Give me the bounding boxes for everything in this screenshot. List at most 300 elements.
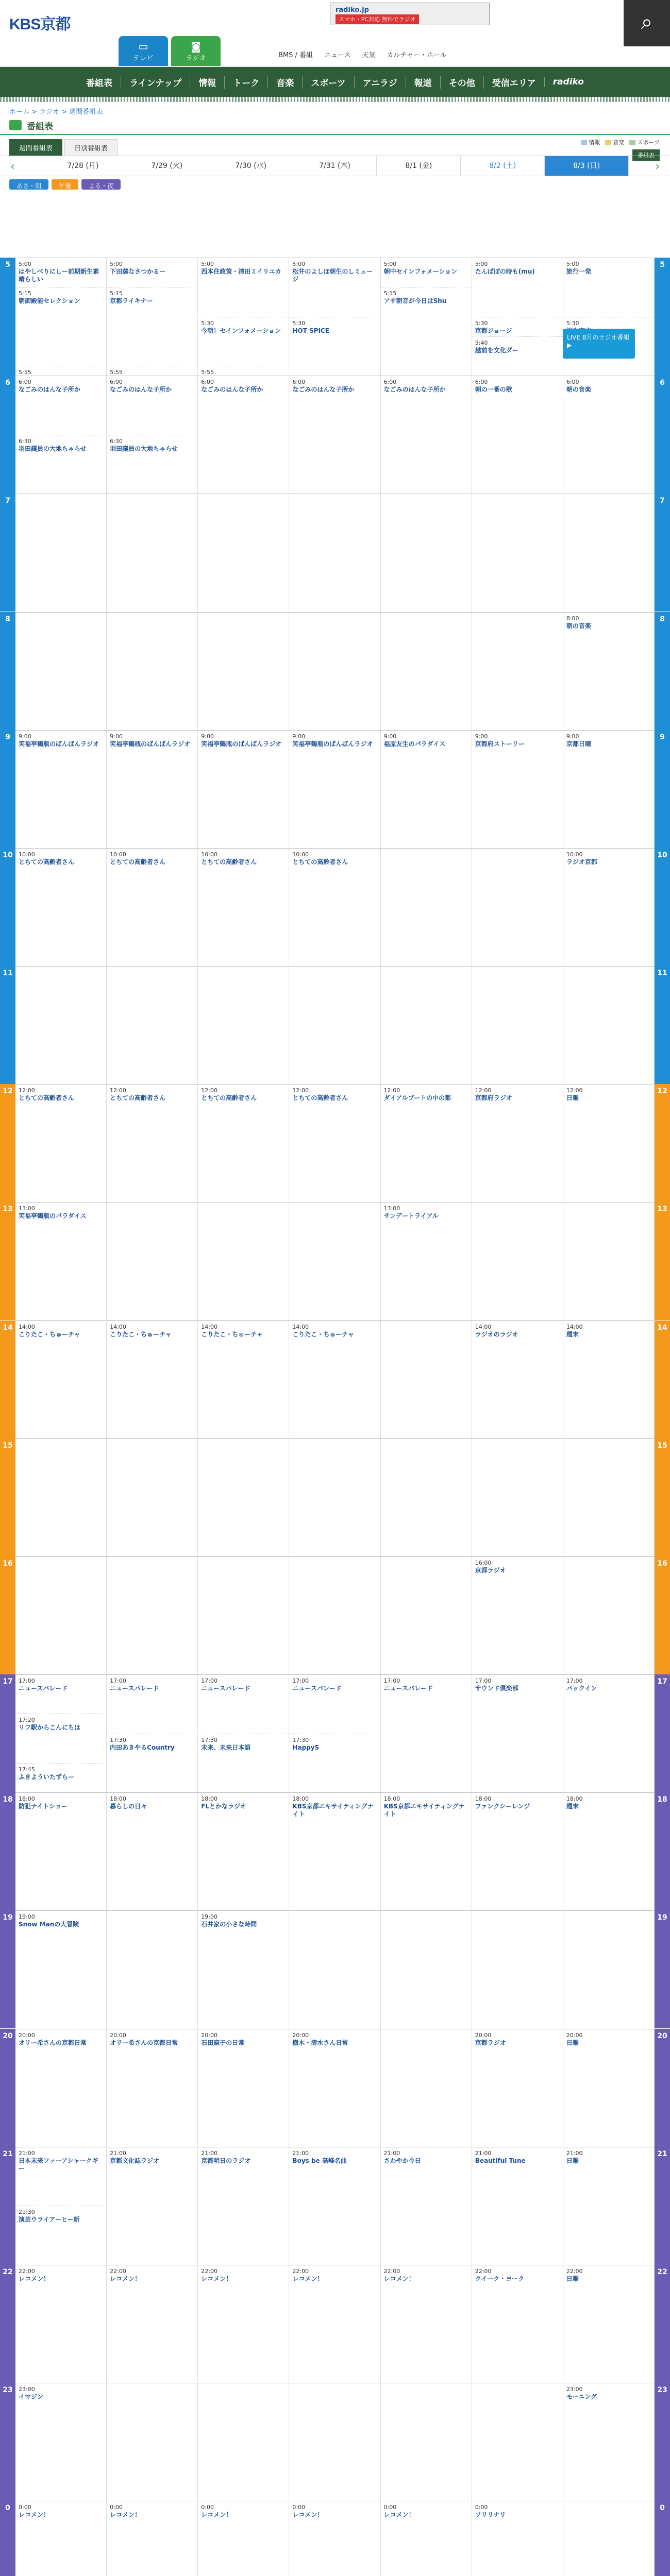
program-time: 17:00 [110, 1677, 126, 1684]
program-cell[interactable] [15, 376, 106, 435]
program-time: 10:00 [292, 851, 309, 858]
gnav-item[interactable]: カルチャー・ホール [387, 52, 447, 59]
program-cell[interactable] [198, 1792, 289, 1910]
program-time: 20:00 [566, 2031, 583, 2039]
program-title: 福原友生のパラダイス [383, 740, 446, 748]
jump-morning[interactable]: あさ・朝 [9, 179, 48, 190]
program-cell[interactable] [15, 366, 106, 376]
program-cell[interactable] [472, 336, 563, 376]
radiko-banner[interactable] [330, 3, 490, 25]
program-cell[interactable] [289, 317, 380, 376]
program-title: レコメン！ [201, 2511, 232, 2519]
program-title: なごみのはんな子所か [292, 386, 355, 394]
program-title: リフ駅からこんにちは [19, 1724, 81, 1732]
program-cell[interactable] [198, 2029, 289, 2147]
program-cell[interactable] [472, 317, 563, 336]
program-time: 14:00 [19, 1323, 35, 1330]
program-title: レコメン！ [19, 2511, 50, 2519]
program-cell[interactable] [472, 1556, 563, 1674]
program-cell[interactable] [198, 1320, 289, 1675]
program-title: 羽田議員の大地ちゃらせ [110, 445, 178, 452]
hour-label: 9 [655, 730, 670, 848]
program-time: 0:00 [292, 2504, 306, 2511]
program-title: KBS京都エキサイティングナイト [383, 1803, 465, 1818]
program-time: 5:15 [383, 290, 397, 297]
program-time: 22:00 [383, 2267, 400, 2275]
schedule-grid [0, 258, 670, 2576]
program-time: 9:00 [383, 733, 397, 740]
view-tabs [0, 135, 670, 159]
hour-label: 21 [0, 2147, 15, 2265]
hour-label: 22 [655, 2265, 670, 2383]
hour-label: 13 [0, 1202, 15, 1320]
program-title: サンデートライアル [383, 1212, 439, 1220]
program-cell[interactable] [15, 2029, 106, 2147]
program-title: 笑福亭鶴瓶のばんばんラジオ [19, 740, 99, 748]
program-time: 22:00 [292, 2267, 309, 2275]
program-title: Snow Manの大冒険 [19, 1921, 79, 1928]
program-cell[interactable] [381, 730, 472, 1084]
program-time: 0:00 [475, 2504, 488, 2511]
gnav-item[interactable]: 天気 [362, 52, 376, 59]
program-cell[interactable] [472, 1674, 563, 1792]
date-tab-current[interactable]: 8/3 (日) [545, 156, 629, 176]
tab-daily[interactable]: 日別番組表 [64, 139, 118, 156]
hour-label: 13 [655, 1202, 670, 1320]
program-title: とちての高齢者さん [292, 1094, 348, 1102]
date-bar [0, 156, 670, 176]
divider [0, 97, 670, 102]
program-time: 5:00 [292, 261, 306, 267]
program-title: Boys be 高峰名曲 [292, 2157, 347, 2164]
program-cell[interactable] [381, 376, 472, 730]
program-title: 京都文化誌ラジオ [110, 2157, 160, 2164]
subnav-item[interactable]: その他 [440, 76, 483, 89]
program-cell[interactable] [381, 1674, 472, 1792]
program-time: 14:00 [110, 1323, 126, 1330]
program-time: 6:00 [292, 379, 306, 386]
program-title: HOT SPICE [292, 327, 329, 334]
date-tab[interactable]: 8/1 (金) [377, 156, 461, 176]
program-title: ニュースパレード [383, 1685, 433, 1692]
next-week-icon[interactable]: › [655, 160, 660, 173]
program-title: パックイン [566, 1685, 597, 1692]
program-cell[interactable] [107, 1674, 197, 1734]
program-cell[interactable] [15, 1714, 106, 1762]
program-title: 朝の一番の歌 [475, 386, 512, 394]
hour-label: 17 [655, 1674, 670, 1792]
program-cell[interactable] [15, 1910, 106, 2028]
program-cell[interactable] [198, 2501, 289, 2576]
program-cell[interactable] [381, 1084, 472, 1202]
program-time: 18:00 [110, 1795, 126, 1803]
hour-label: 20 [0, 2029, 15, 2147]
radio-icon: ◙ [191, 40, 201, 53]
program-cell[interactable] [381, 2501, 472, 2576]
program-cell[interactable] [198, 1910, 289, 2028]
program-title: ニュースパレード [110, 1685, 159, 1692]
program-time: 0:00 [110, 2504, 123, 2511]
hour-label: 5 [655, 258, 670, 376]
program-time: 5:15 [19, 290, 31, 297]
program-title: ファンクシーレンジ [475, 1803, 530, 1810]
hour-label: 16 [0, 1556, 15, 1674]
program-time: 20:00 [201, 2031, 217, 2039]
program-time: 5:30 [201, 319, 214, 327]
site-logo[interactable]: KBS京都 [9, 16, 71, 33]
program-cell[interactable] [107, 376, 197, 435]
subnav-item[interactable]: アニラジ [354, 76, 406, 89]
hour-label: 8 [0, 612, 15, 730]
program-title: ふきよういたずらー [19, 1773, 75, 1781]
tab-weekly[interactable]: 週間番組表 [9, 139, 62, 156]
program-time: 6:30 [19, 437, 31, 445]
program-cell[interactable] [198, 317, 289, 366]
program-time: 9:00 [19, 733, 31, 740]
program-cell[interactable] [107, 2029, 197, 2147]
program-title: オリー希さんの京都日常 [110, 2039, 178, 2046]
program-time: 10:00 [566, 851, 583, 858]
day-column [289, 258, 380, 2576]
program-title: イマジン [19, 2393, 43, 2400]
program-cell[interactable] [15, 435, 106, 730]
program-cell[interactable] [472, 258, 563, 317]
program-cell[interactable] [198, 2147, 289, 2265]
program-title: FLとかなラジオ [201, 1803, 247, 1810]
program-cell[interactable] [563, 612, 654, 730]
program-cell[interactable] [198, 730, 289, 848]
program-cell[interactable] [472, 376, 563, 730]
program-cell[interactable] [15, 1320, 106, 1675]
program-cell[interactable] [472, 2147, 563, 2265]
program-time: 17:00 [201, 1677, 217, 1684]
program-title: 今朝！セインフォメーション [201, 327, 281, 334]
subnav-item[interactable]: 報道 [406, 76, 440, 89]
banner-title: radiko.jp [336, 6, 369, 14]
program-cell[interactable] [15, 1202, 106, 1320]
program-time: 5:00 [475, 261, 488, 267]
subnav-item[interactable]: 情報 [190, 76, 224, 89]
program-cell[interactable] [15, 730, 106, 848]
program-time: 12:00 [566, 1087, 583, 1094]
program-cell[interactable] [15, 2265, 106, 2383]
program-title: レコメン！ [19, 2275, 50, 2282]
program-time: 12:00 [201, 1087, 217, 1094]
program-cell[interactable] [15, 258, 106, 287]
date-tab[interactable]: 7/31 (木) [293, 156, 377, 176]
program-title: 京都府ラジオ [475, 1094, 512, 1102]
hour-divider [15, 612, 655, 613]
hour-label: 20 [655, 2029, 670, 2147]
program-title: レコメン！ [110, 2275, 141, 2282]
program-cell[interactable] [289, 730, 380, 848]
program-time: 20:00 [475, 2031, 492, 2039]
date-tab[interactable]: 7/30 (水) [209, 156, 293, 176]
date-tab[interactable]: 7/29 (火) [125, 156, 209, 176]
program-cell[interactable] [107, 258, 197, 287]
program-time: 6:00 [383, 379, 397, 386]
date-tab[interactable]: 8/2 (土) [461, 156, 545, 176]
program-cell[interactable] [381, 2147, 472, 2265]
program-cell[interactable] [198, 366, 289, 376]
program-title: 京都ジョージ [475, 327, 512, 334]
prev-week-icon[interactable]: ‹ [10, 160, 15, 173]
subnav-item[interactable]: トーク [224, 76, 267, 89]
program-time: 17:30 [292, 1736, 309, 1743]
program-time: 5:00 [383, 261, 397, 267]
subnav-item[interactable]: ラインナップ [121, 76, 190, 89]
program-cell[interactable] [107, 730, 197, 848]
program-time: 22:00 [475, 2267, 492, 2275]
program-time: 23:00 [566, 2386, 583, 2393]
hour-column-right [655, 258, 670, 2576]
program-time: 9:00 [201, 733, 214, 740]
program-title: 旅行一発 [566, 268, 591, 275]
program-time: 18:00 [383, 1795, 400, 1803]
program-cell[interactable] [381, 258, 472, 287]
program-title: 西本住政策・清田ミイリユカ [201, 268, 281, 275]
hour-label: 8 [655, 612, 670, 730]
hour-divider [15, 1438, 655, 1439]
program-cell[interactable] [198, 376, 289, 730]
program-time: 21:30 [19, 2209, 35, 2216]
program-time: 6:00 [110, 379, 123, 386]
program-time: 0:00 [19, 2504, 31, 2511]
live-promo[interactable]: LIVE 8月のラジオ番組 ▶ [563, 329, 635, 359]
program-title: とちての高齢者さん [201, 1094, 257, 1102]
legend-item: 音楽 [605, 138, 624, 146]
program-cell[interactable] [563, 2147, 654, 2265]
program-cell[interactable] [15, 1792, 106, 1910]
hour-label: 9 [0, 730, 15, 848]
program-title: なごみのはんな子所か [383, 386, 446, 394]
program-time: 10:00 [201, 851, 217, 858]
program-title: なごみのはんな子所か [19, 386, 81, 394]
program-title: ソリリナリ [475, 2511, 506, 2519]
hour-label: 7 [655, 494, 670, 612]
program-title: 演芸ウライアーヒー新 [19, 2216, 80, 2224]
program-time: 5:30 [292, 319, 306, 327]
day-column [15, 258, 107, 2576]
day-column [563, 258, 655, 2576]
program-time: 0:00 [201, 2504, 214, 2511]
hour-divider [15, 1320, 655, 1321]
program-time: 6:00 [19, 379, 31, 386]
program-title: 京都府ストーリー [475, 740, 525, 748]
day-column [107, 258, 198, 2576]
program-title: 笑福亭鶴瓶のパラダイス [19, 1212, 87, 1220]
subnav-item[interactable]: 受信エリア [483, 76, 544, 89]
program-title: 週末 [566, 1803, 579, 1810]
program-cell[interactable] [289, 1320, 380, 1675]
date-list [41, 156, 629, 176]
program-cell[interactable] [198, 1734, 289, 1793]
gnav-item[interactable]: BMS / 番組 [278, 52, 313, 59]
program-title: 朝御殿能セレクション [19, 297, 80, 305]
program-cell[interactable] [563, 1674, 654, 1792]
subnav-item[interactable]: 番組表 [86, 78, 113, 89]
program-cell[interactable] [472, 2029, 563, 2147]
program-time: 6:00 [201, 379, 214, 386]
program-cell[interactable] [563, 2029, 654, 2147]
program-cell[interactable] [107, 2147, 197, 2265]
program-cell[interactable] [107, 2501, 197, 2576]
program-time: 5:30 [475, 319, 488, 327]
search-button[interactable] [624, 0, 670, 46]
hour-label: 15 [655, 1438, 670, 1556]
program-cell[interactable] [563, 1320, 654, 1675]
hour-label: 7 [0, 494, 15, 612]
program-title: なごみのはんな子所か [110, 386, 172, 394]
program-time: 14:00 [475, 1323, 492, 1330]
program-cell[interactable] [472, 2501, 563, 2576]
program-cell[interactable] [289, 258, 380, 317]
program-title: とちての高齢者さん [19, 1094, 74, 1102]
legend-item: 情報 [581, 138, 600, 146]
banner-sub: スマホ・PC対応 無料でラジオ [336, 14, 419, 24]
program-cell[interactable] [289, 2029, 380, 2147]
program-title: 羽田議員の大地ちゃらせ [19, 445, 87, 452]
program-cell[interactable] [563, 2383, 654, 2576]
program-time: 10:00 [110, 851, 126, 858]
program-title: ダイアルブートの中の都 [383, 1094, 451, 1102]
program-time: 14:00 [566, 1323, 583, 1330]
program-title: なごみのはんな子所か [201, 386, 263, 394]
hour-label: 19 [655, 1910, 670, 2028]
program-time: 5:55 [19, 369, 31, 376]
program-cell[interactable] [563, 258, 654, 317]
program-time: 5:00 [566, 261, 579, 267]
program-time: 20:00 [19, 2031, 35, 2039]
time-jump [0, 176, 670, 193]
program-title: HappyS [292, 1743, 320, 1751]
program-time: 17:00 [383, 1677, 400, 1684]
tab-radio[interactable]: ◙ ラジオ [171, 36, 221, 66]
program-time: 12:00 [475, 1087, 492, 1094]
program-time: 17:20 [19, 1717, 35, 1724]
program-cell[interactable] [563, 730, 654, 848]
program-cell[interactable] [198, 258, 289, 317]
program-cell[interactable] [563, 2265, 654, 2383]
program-cell[interactable] [289, 1734, 380, 1793]
hour-divider [15, 1556, 655, 1557]
program-time: 18:00 [292, 1795, 309, 1803]
hour-divider [15, 848, 655, 849]
program-cell[interactable] [289, 1674, 380, 1734]
program-title: 樹木・清水さん日常 [292, 2039, 348, 2046]
program-title: 下田藩なさつかるー [110, 268, 166, 275]
tv-icon: ▭ [138, 40, 148, 53]
hour-label: 14 [655, 1320, 670, 1438]
program-title: 笑福亭鶴瓶のばんばんラジオ [201, 740, 282, 748]
program-title: レコメン！ [292, 2275, 324, 2282]
program-time: 18:00 [475, 1795, 492, 1803]
media-tabs [119, 36, 221, 66]
breadcrumb[interactable]: ホーム > ラジオ > 週間番組表 [9, 108, 103, 116]
program-cell[interactable] [289, 2501, 380, 2576]
program-cell[interactable] [472, 730, 563, 1084]
program-cell[interactable] [381, 1792, 472, 2147]
program-cell[interactable] [15, 2206, 106, 2265]
program-cell[interactable] [107, 287, 197, 366]
program-title: こりたこ・ちゅーチャ [110, 1330, 172, 1338]
program-time: 22:00 [566, 2267, 583, 2275]
hour-label: 12 [655, 1084, 670, 1202]
tab-tv[interactable]: ▭ テレビ [119, 36, 168, 66]
date-tab[interactable]: 7/28 (月) [41, 156, 125, 176]
program-title: とちての高齢者さん [110, 858, 166, 866]
program-cell[interactable] [289, 2147, 380, 2265]
hour-label: 0 [0, 2501, 15, 2576]
hour-label: 6 [655, 376, 670, 494]
subnav-radiko[interactable]: radiko [544, 77, 592, 87]
release-badge: 番組表 [632, 149, 660, 161]
program-title: 日曜 [566, 1094, 579, 1102]
hour-label: 19 [0, 1910, 15, 2028]
program-cell[interactable] [15, 1674, 106, 1714]
program-cell[interactable] [15, 1763, 106, 1792]
global-nav [278, 49, 447, 59]
subnav-item[interactable]: 音楽 [267, 76, 302, 89]
program-cell[interactable] [381, 287, 472, 376]
program-cell[interactable] [289, 376, 380, 730]
program-time: 14:00 [292, 1323, 309, 1330]
program-title: 京都ラジオ [475, 1566, 506, 1574]
program-cell[interactable] [107, 1734, 197, 1793]
program-cell[interactable] [15, 2383, 106, 2501]
program-time: 10:00 [19, 851, 35, 858]
program-title: レコメン！ [201, 2275, 232, 2282]
program-title: こりたこ・ちゅーチャ [201, 1330, 263, 1338]
program-cell[interactable] [107, 1320, 197, 1675]
program-time: 5:30 [566, 319, 579, 327]
program-title: 京都ライキナー [110, 297, 153, 305]
program-time: 21:00 [566, 2149, 583, 2157]
program-cell[interactable] [15, 287, 106, 366]
program-cell[interactable] [15, 2147, 106, 2206]
hour-label: 23 [0, 2383, 15, 2501]
program-time: 12:00 [383, 1087, 400, 1094]
program-time: 5:55 [110, 369, 123, 376]
program-title: 未来、未来日本語 [201, 1743, 251, 1751]
jump-afternoon[interactable]: 午後 [52, 179, 78, 190]
program-title: 京都日曜 [566, 740, 591, 748]
program-cell[interactable] [107, 366, 197, 376]
program-cell[interactable] [15, 1084, 106, 1202]
jump-night[interactable]: よる・夜 [81, 179, 121, 190]
gnav-item[interactable]: ニュース [324, 52, 351, 59]
hour-label: 16 [655, 1556, 670, 1674]
subnav-item[interactable]: スポーツ [302, 76, 354, 89]
program-title: たんぱぽの時も(mu) [475, 268, 535, 275]
program-cell[interactable] [107, 435, 197, 730]
program-title: こりたこ・ちゅーチャ [292, 1330, 355, 1338]
program-title: モーニング [566, 2393, 597, 2400]
program-title: 越前を文化ダー [475, 346, 518, 354]
program-time: 18:00 [19, 1795, 35, 1803]
program-time: 16:00 [475, 1559, 492, 1566]
hour-label: 10 [655, 848, 670, 966]
program-time: 13:00 [19, 1205, 35, 1212]
program-title: 京都明日のラジオ [201, 2157, 251, 2164]
program-cell[interactable] [198, 1674, 289, 1734]
program-time: 6:00 [475, 379, 488, 386]
program-cell[interactable] [15, 2501, 106, 2576]
program-time: 5:00 [110, 261, 123, 267]
hour-divider [15, 1674, 655, 1675]
program-title: 笑福亭鶴瓶のばんばんラジオ [110, 740, 191, 748]
program-title: 朝の音楽 [566, 622, 591, 630]
